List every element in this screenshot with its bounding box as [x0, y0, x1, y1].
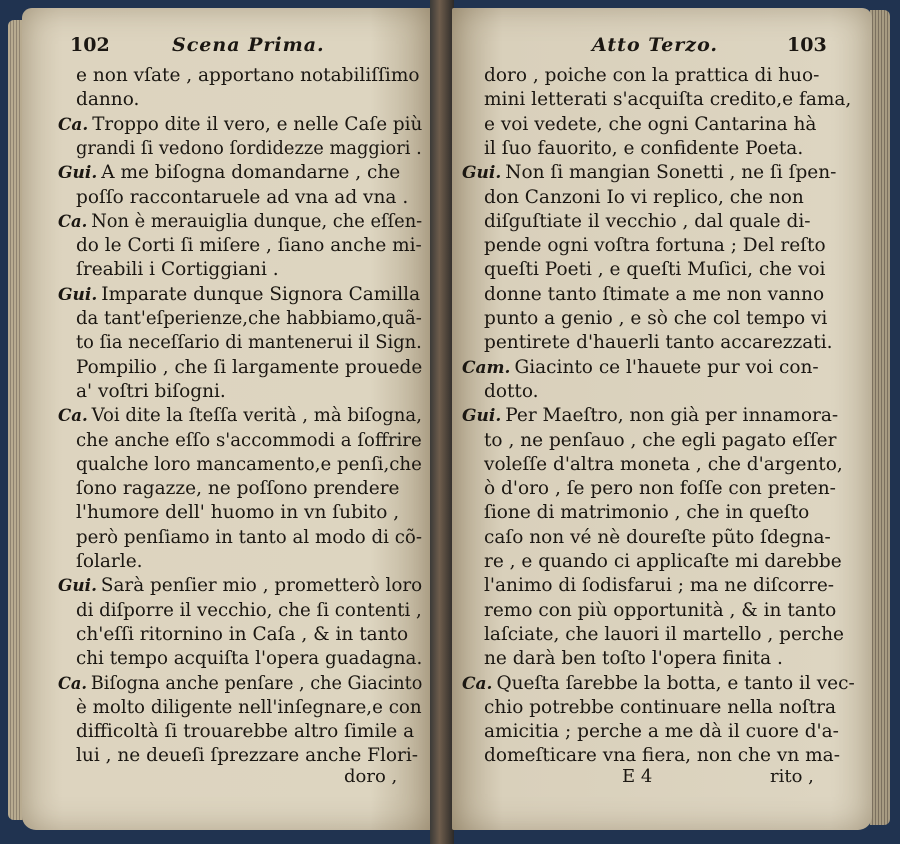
text-line	[484, 720, 839, 744]
text-line	[484, 258, 825, 282]
right-catchword: rito ,	[770, 766, 814, 787]
text-line	[58, 404, 422, 428]
line-text: grandi ſi vedono ſordidezze maggiori .	[76, 137, 422, 159]
line-text: amicitia ; perche a me dà il cuore d'a-	[484, 721, 839, 743]
text-line	[76, 429, 422, 453]
line-text: pende ogni voſtra fortuna ; Del reſto	[484, 235, 826, 257]
line-text: Pompilio , che ſi largamente prouede	[76, 356, 423, 378]
line-text: punto a genio , e sò che col tempo vi	[484, 308, 828, 329]
text-line	[484, 234, 826, 258]
text-line	[484, 88, 851, 112]
text-line	[484, 550, 842, 574]
line-text: Voi dite la ſteſſa verità , mà biſogna,	[91, 405, 422, 427]
text-line	[484, 623, 844, 647]
line-text: chio potrebbe continuare nella noſtra	[484, 696, 837, 718]
line-text: di diſporre il vecchio, che ſi contenti ,	[76, 599, 422, 621]
text-line	[484, 501, 809, 525]
line-text: danno.	[76, 89, 140, 111]
line-text: da tant'eſperienze,che habbiamo,quã-	[76, 308, 422, 329]
text-line	[76, 647, 422, 671]
text-line	[484, 64, 819, 88]
text-line	[484, 453, 843, 477]
text-line	[58, 283, 420, 307]
speaker-label: Gui.	[58, 163, 98, 184]
line-text: pentirete d'hauerli tanto accarezzati.	[484, 332, 833, 354]
speaker-label: Ca.	[58, 211, 88, 232]
line-text: queſti Poeti , e queſti Muſici, che voi	[484, 259, 826, 281]
speaker-label: Gui.	[462, 406, 502, 427]
line-text: è molto diligente nell'inſegnare,e con	[76, 696, 422, 718]
text-line	[484, 477, 836, 501]
text-line	[484, 526, 831, 550]
text-line	[484, 647, 783, 671]
text-line	[484, 380, 539, 404]
text-line	[484, 574, 834, 598]
text-line	[484, 429, 836, 453]
speaker-label: Cam.	[462, 357, 511, 378]
text-line	[76, 477, 400, 501]
line-text: poſſo raccontaruele ad vna ad vna .	[76, 186, 409, 208]
line-text: voleſſe d'altra moneta , che d'argento,	[484, 453, 843, 475]
left-running-head: Scena Prima.	[172, 34, 325, 56]
text-line	[484, 137, 803, 161]
line-text: Troppo dite il vero, e nelle Caſe più	[92, 113, 423, 135]
left-page-header	[22, 32, 432, 62]
text-line	[76, 501, 399, 525]
text-line	[76, 88, 139, 112]
text-line	[76, 307, 422, 331]
line-text: ſolarle.	[76, 551, 143, 572]
text-line	[76, 720, 414, 744]
line-text: donne tanto ſtimate a me non vanno	[484, 283, 825, 305]
line-text: e voi vedete, che ogni Cantarina hà	[484, 113, 817, 135]
line-text: diſguſtiate il vecchio , dal quale di-	[484, 210, 811, 232]
line-text: il ſuo fauorito, e confidente Poeta.	[484, 137, 804, 159]
line-text: caſo non vé nè doureſte pũto ſdegna-	[484, 526, 831, 548]
text-line	[76, 234, 422, 258]
speaker-label: Ca.	[58, 673, 88, 694]
line-text: to ſia neceſſario di mantenerui il Sign.	[76, 332, 422, 354]
speaker-label: Ca.	[58, 406, 88, 427]
text-line	[484, 744, 840, 768]
text-line	[76, 599, 422, 623]
text-line	[76, 137, 422, 161]
text-line	[76, 526, 422, 550]
text-line	[58, 210, 422, 234]
text-line	[76, 356, 422, 380]
line-text: mini letterati s'acquiſta credito,e fama,	[484, 89, 852, 111]
text-line	[484, 331, 833, 355]
right-page-header	[452, 32, 872, 62]
text-line	[76, 696, 422, 720]
text-line	[76, 623, 408, 647]
right-running-head: Atto Terzo.	[592, 34, 719, 56]
line-text: domeſticare vna fiera, non che vn ma-	[484, 745, 840, 767]
line-text: Per Maeſtro, non già per innamora-	[505, 405, 839, 427]
line-text: to , ne penſauo , che egli pagato eſſer	[484, 429, 837, 451]
text-line	[58, 161, 400, 185]
speaker-label: Gui.	[58, 576, 97, 597]
text-line	[58, 574, 422, 598]
line-text: ne darà ben toſto l'opera finita .	[484, 648, 783, 670]
text-line	[76, 550, 143, 574]
line-text: Non è merauiglia dunque, che eſſen-	[91, 210, 423, 232]
line-text: ò d'oro , ſe pero non foſſe con preten-	[484, 478, 836, 500]
line-text: re , e quando ci applicaſte mi darebbe	[484, 551, 842, 572]
text-line	[462, 161, 836, 185]
line-text: l'animo di ſodisfarui ; ma ne diſcorre-	[484, 575, 835, 597]
speaker-label: Ca.	[462, 673, 493, 694]
line-text: dotto.	[484, 380, 539, 402]
line-text: A me biſogna domandarne , che	[101, 162, 401, 184]
line-text: e non vſate , apportano notabiliſſimo	[76, 65, 420, 86]
line-text: Queſta ſarebbe la botta, e tanto il vec-	[496, 672, 855, 694]
line-text: Imparate dunque Signora Camilla	[101, 283, 421, 305]
line-text: lui , ne deueſi ſprezzare anche Flori-	[76, 745, 419, 767]
line-text: Giacinto ce l'hauete pur voi con-	[514, 356, 819, 378]
right-signature: E 4	[622, 766, 653, 787]
text-line	[484, 113, 816, 137]
text-line	[76, 64, 420, 88]
line-text: a' voſtri biſogni.	[76, 380, 226, 402]
text-line	[76, 453, 422, 477]
line-text: difficoltà ſi trouarebbe altro ſimile a	[76, 721, 415, 743]
text-line	[484, 307, 827, 331]
text-line	[76, 331, 422, 355]
text-line	[58, 113, 422, 137]
line-text: ſione di matrimonio , che in queſto	[484, 502, 810, 524]
line-text: che anche eſſo s'accommodi a ſoffrire	[76, 429, 422, 451]
speaker-label: Gui.	[58, 284, 98, 305]
line-text: l'humore dell' huomo in vn ſubito ,	[76, 502, 400, 524]
book-gutter	[430, 0, 454, 844]
left-catchword: doro ,	[344, 766, 398, 787]
text-line	[76, 744, 418, 768]
text-line	[484, 696, 836, 720]
text-line	[484, 283, 824, 307]
right-page-edges	[870, 10, 890, 825]
left-page	[22, 8, 432, 830]
text-line	[462, 356, 819, 380]
text-line	[462, 404, 838, 428]
line-text: però penſiamo in tanto al modo di cõ-	[76, 526, 423, 548]
line-text: qualche loro mancamento,e penſi,che	[76, 453, 422, 475]
line-text: don Canzoni Io vi replico, che non	[484, 186, 804, 208]
left-page-number: 102	[70, 34, 110, 56]
right-page	[452, 8, 872, 830]
text-line	[484, 599, 836, 623]
line-text: ch'eſſi ritornino in Caſa , & in tanto	[76, 623, 409, 645]
line-text: Biſogna anche penſare , che Giacinto	[90, 672, 423, 694]
line-text: ſreabili i Cortiggiani .	[76, 259, 279, 281]
line-text: laſciate, che lauori il martello , perche	[484, 623, 844, 645]
speaker-label: Gui.	[462, 163, 502, 184]
speaker-label: Ca.	[58, 114, 89, 135]
text-line	[462, 672, 855, 696]
right-page-number: 103	[787, 34, 827, 56]
text-line	[58, 672, 422, 696]
text-line	[484, 210, 811, 234]
line-text: Non ſi mangian Sonetti , ne ſi ſpen-	[505, 162, 837, 184]
line-text: Sarà penſier mio , prometterò loro	[100, 575, 423, 597]
line-text: remo con più opportunità , & in tanto	[484, 599, 837, 621]
line-text: chi tempo acquiſta l'opera guadagna.	[76, 648, 423, 670]
text-line	[76, 186, 408, 210]
text-line	[484, 186, 804, 210]
line-text: doro , poiche con la prattica di huo-	[484, 65, 820, 86]
line-text: ſono ragazze, ne poſſono prendere	[76, 478, 400, 500]
text-line	[76, 258, 279, 282]
text-line	[76, 380, 226, 404]
line-text: do le Corti ſi miſere , ſiano anche mi-	[76, 235, 422, 257]
